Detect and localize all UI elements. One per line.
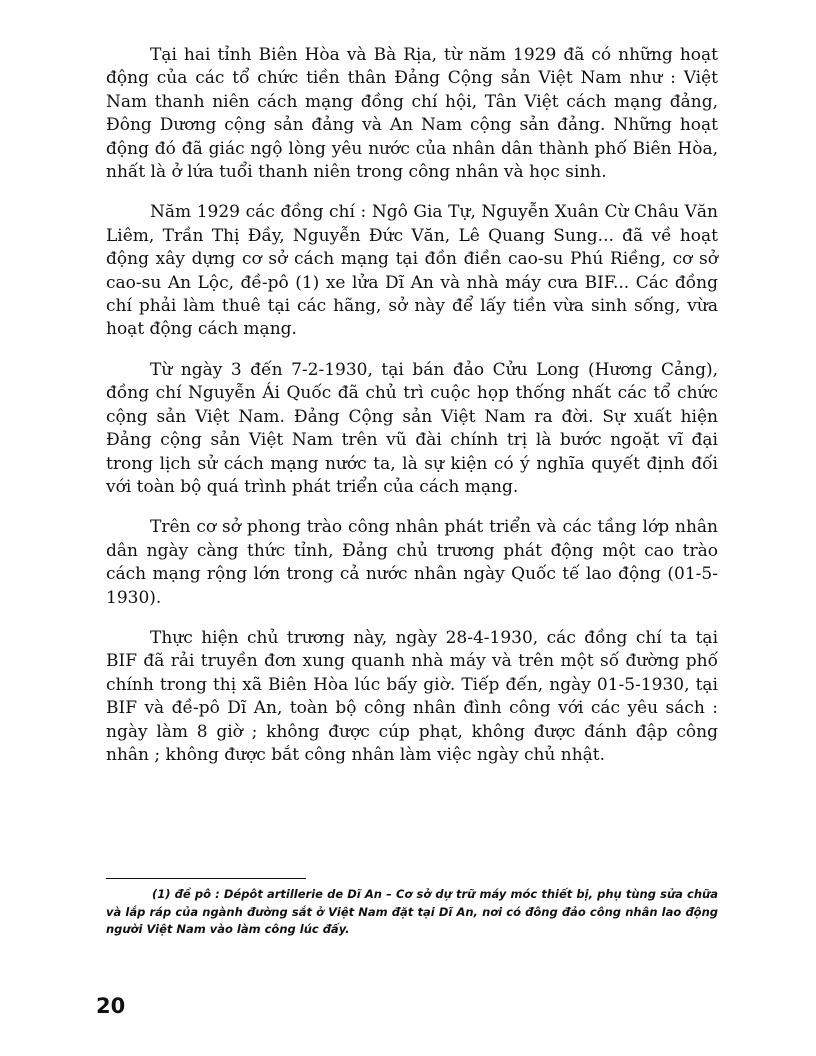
paragraph-5: Thực hiện chủ trương này, ngày 28-4-1930, các đồng chí ta tại BIF đã rải truyền đơn xung quanh nhà máy và trên một số đường phố chính trong thị xã Biên Hòa lúc bấy giờ. Tiếp đến, ngày 01-5-1930, tại BIF và đề-pô Dĩ An, toàn bộ công nhân đình công với các yêu sách : ngày làm 8 giờ ; không được cúp phạt, không được đánh đập công nhân ; không được bắt công nhân làm việc ngày chủ nhật. xyxy=(106,627,718,765)
footnote-divider xyxy=(106,878,306,879)
paragraph-3: Từ ngày 3 đến 7-2-1930, tại bán đảo Cửu Long (Hương Cảng), đồng chí Nguyễn Ái Quốc đã chủ trì cuộc họp thống nhất các tổ chức cộng sản Việt Nam. Đảng Cộng sản Việt Nam ra đời. Sự xuất hiện Đảng cộng sản Việt Nam trên vũ đài chính trị là bước ngoặt vĩ đại trong lịch sử cách mạng nước ta, là sự kiện có ý nghĩa quyết định đối với toàn bộ quá trình phát triển của cách mạng. xyxy=(106,359,718,497)
paragraph-1: Tại hai tỉnh Biên Hòa và Bà Rịa, từ năm 1929 đã có những hoạt động của các tổ chức tiền thân Đảng Cộng sản Việt Nam như : Việt Nam thanh niên cách mạng đồng chí hội, Tân Việt cách mạng đảng, Đông Dương cộng sản đảng và An Nam cộng sản đảng. Những hoạt động đó đã giác ngộ lòng yêu nước của nhân dân thành phố Biên Hòa, nhất là ở lứa tuổi thanh niên trong công nhân và học sinh. xyxy=(106,45,718,183)
footnote: (1) đề pô : Dépôt artillerie de Dĩ An – Cơ sở dự trữ máy móc thiết bị, phụ tùng sửa chữa và lắp ráp của ngành đường sắt ở Việt Nam đặt tại Dĩ An, nơi có đông đảo công nhân lao động người Việt Nam vào làm công lúc đấy. xyxy=(106,887,718,936)
page-number: 20 xyxy=(96,994,126,1018)
paragraph-2: Năm 1929 các đồng chí : Ngô Gia Tự, Nguyễn Xuân Cừ Châu Văn Liêm, Trần Thị Đầy, Nguyễn Đức Văn, Lê Quang Sung... đã về hoạt động xây dựng cơ sở cách mạng tại đồn điền cao-su Phú Riềng, cơ sở cao-su An Lộc, đề-pô (1) xe lửa Dĩ An và nhà máy cưa BIF... Các đồng chí phải làm thuê tại các hãng, sở này để lấy tiền vừa sinh sống, vừa hoạt động cách mạng. xyxy=(106,202,718,340)
paragraph-4: Trên cơ sở phong trào công nhân phát triển và các tầng lớp nhân dân ngày càng thức tỉnh, Đảng chủ trương phát động một cao trào cách mạng rộng lớn trong cả nước nhân ngày Quốc tế lao động (01-5-1930). xyxy=(106,517,718,608)
body-text xyxy=(106,44,718,784)
